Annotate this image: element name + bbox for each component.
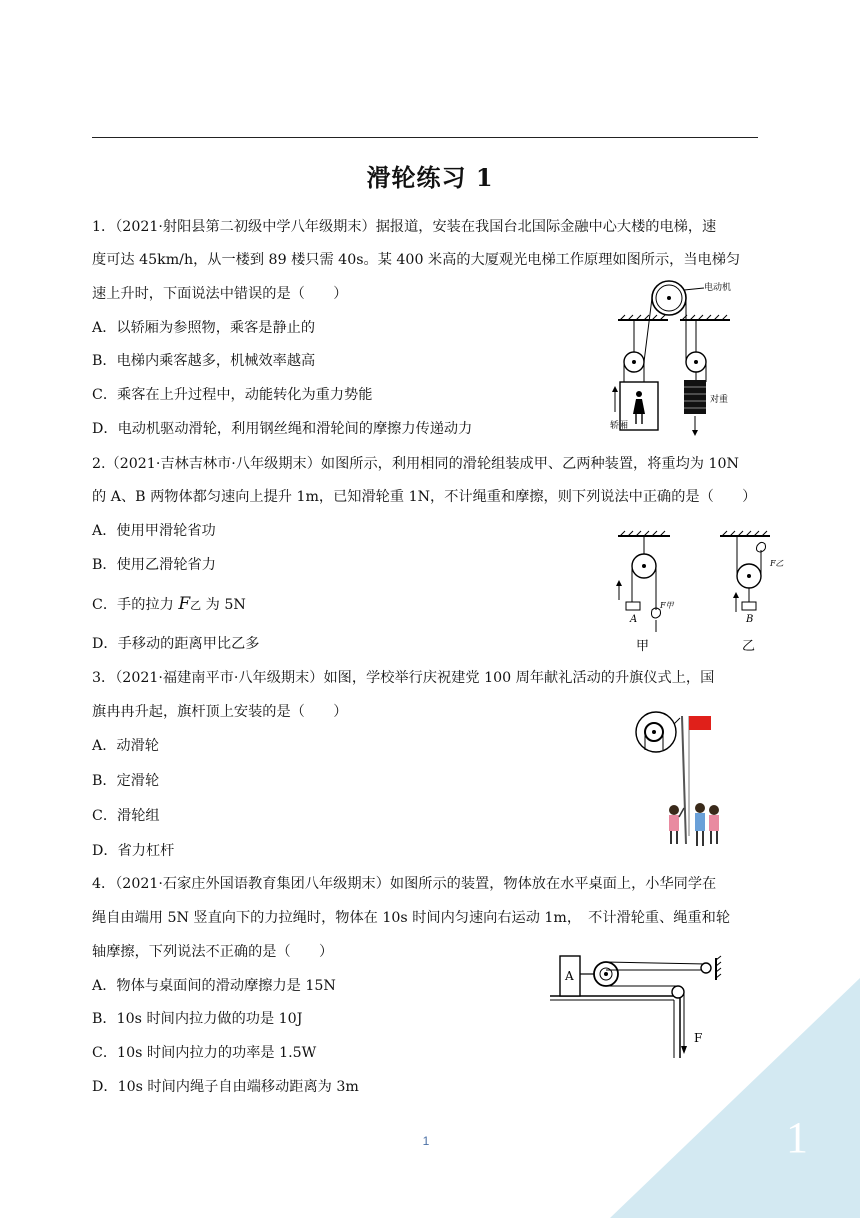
page-title: 滑轮练习 1 [366, 163, 494, 192]
q4-line1: 4．（2021·石家庄外国语教育集团八年级期末）如图所示的装置，物体放在水平桌面上，小华同学在 [92, 876, 717, 892]
q3-option-c: C．滑轮组 [92, 808, 160, 824]
corner-decoration [610, 978, 860, 1218]
page-number: 1 [422, 1134, 430, 1148]
q2-option-b: B．使用乙滑轮省力 [92, 557, 216, 573]
q1-option-d: D．电动机驱动滑轮，利用钢丝绳和滑轮间的摩擦力传递动力 [92, 421, 473, 437]
corner-triangle [610, 978, 860, 1218]
q4-option-b: B．10s 时间内拉力做的功是 10J [92, 1011, 303, 1027]
q1-line2: 度可达 45km/h，从一楼到 89 楼只需 40s。某 400 米高的大厦观光电梯工作原理如图所示，当电梯匀 [92, 252, 741, 268]
q2-option-c-force-subscript: 乙 [190, 599, 202, 612]
block-b-label: B [746, 614, 754, 625]
q4-option-c: C．10s 时间内拉力的功率是 1.5W [92, 1045, 317, 1061]
q2-option-d: D．手移动的距离甲比乙多 [92, 636, 260, 652]
q1-option-b: B．电梯内乘客越多，机械效率越高 [92, 353, 316, 369]
q3-option-d: D．省力杠杆 [92, 843, 175, 859]
flag-shape [689, 716, 711, 730]
q3-line1: 3．（2021·福建南平市·八年级期末）如图，学校举行庆祝建党 100 周年献礼活动的升旗仪式上，国 [92, 670, 715, 686]
q1-line3: 速上升时，下面说法中错误的是（ ） [92, 286, 348, 302]
q2-line1: 2.（2021·吉林吉林市·八年级期末）如图所示，利用相同的滑轮组装成甲、乙两种装置，将重均为 10N [92, 456, 739, 472]
block-a-label: A [630, 614, 638, 625]
q2-option-c-force-symbol: F [178, 594, 191, 614]
counterweight-label: 对重 [710, 395, 729, 405]
flagpole-figure [634, 704, 734, 854]
q1-line1: 1．（2021·射阳县第二初级中学八年级期末）据报道，安装在我国台北国际金融中心大楼的电梯，速 [92, 219, 717, 235]
force-yi-label: F乙 [770, 559, 784, 568]
q2-option-c-prefix: C．手的拉力 [92, 597, 179, 613]
motor-label: 电动机 [704, 283, 732, 293]
q2-option-a: A．使用甲滑轮省功 [92, 523, 216, 539]
block-label: A [565, 969, 574, 983]
q4-option-a: A．物体与桌面间的滑动摩擦力是 15N [92, 978, 336, 994]
q3-option-a: A．动滑轮 [92, 738, 159, 754]
pulley-jia-yi-figure [612, 528, 802, 656]
q1-option-a: A．以轿厢为参照物，乘客是静止的 [92, 320, 316, 336]
car-label: 轿厢 [610, 421, 629, 431]
q2-line2: 的 A、B 两物体都匀速向上提升 1m，已知滑轮重 1N，不计绳重和摩擦，则下列说法中正确的是（ ） [92, 489, 757, 505]
jia-label: 甲 [636, 639, 650, 654]
force-label: F [694, 1031, 703, 1045]
corner-page-number: 1 [786, 1113, 808, 1162]
q3-option-b: B．定滑轮 [92, 773, 160, 789]
q1-option-c: C．乘客在上升过程中，动能转化为重力势能 [92, 387, 373, 403]
elevator-figure [612, 276, 792, 442]
q2-option-c [92, 594, 246, 616]
header-rule [92, 137, 758, 138]
yi-label: 乙 [742, 639, 756, 654]
q2-option-c-suffix: 为 5N [201, 597, 246, 613]
q4-line2: 绳自由端用 5N 竖直向下的力拉绳时，物体在 10s 时间内匀速向右运动 1m， 不计滑轮重、绳重和轮 [92, 910, 731, 926]
force-jia-label: F甲 [660, 601, 674, 610]
q4-option-d: D．10s 时间内绳子自由端移动距离为 3m [92, 1079, 359, 1095]
q4-line3: 轴摩擦，下列说法不正确的是（ ） [92, 944, 334, 960]
q3-line2: 旗冉冉升起，旗杆顶上安装的是（ ） [92, 704, 348, 720]
